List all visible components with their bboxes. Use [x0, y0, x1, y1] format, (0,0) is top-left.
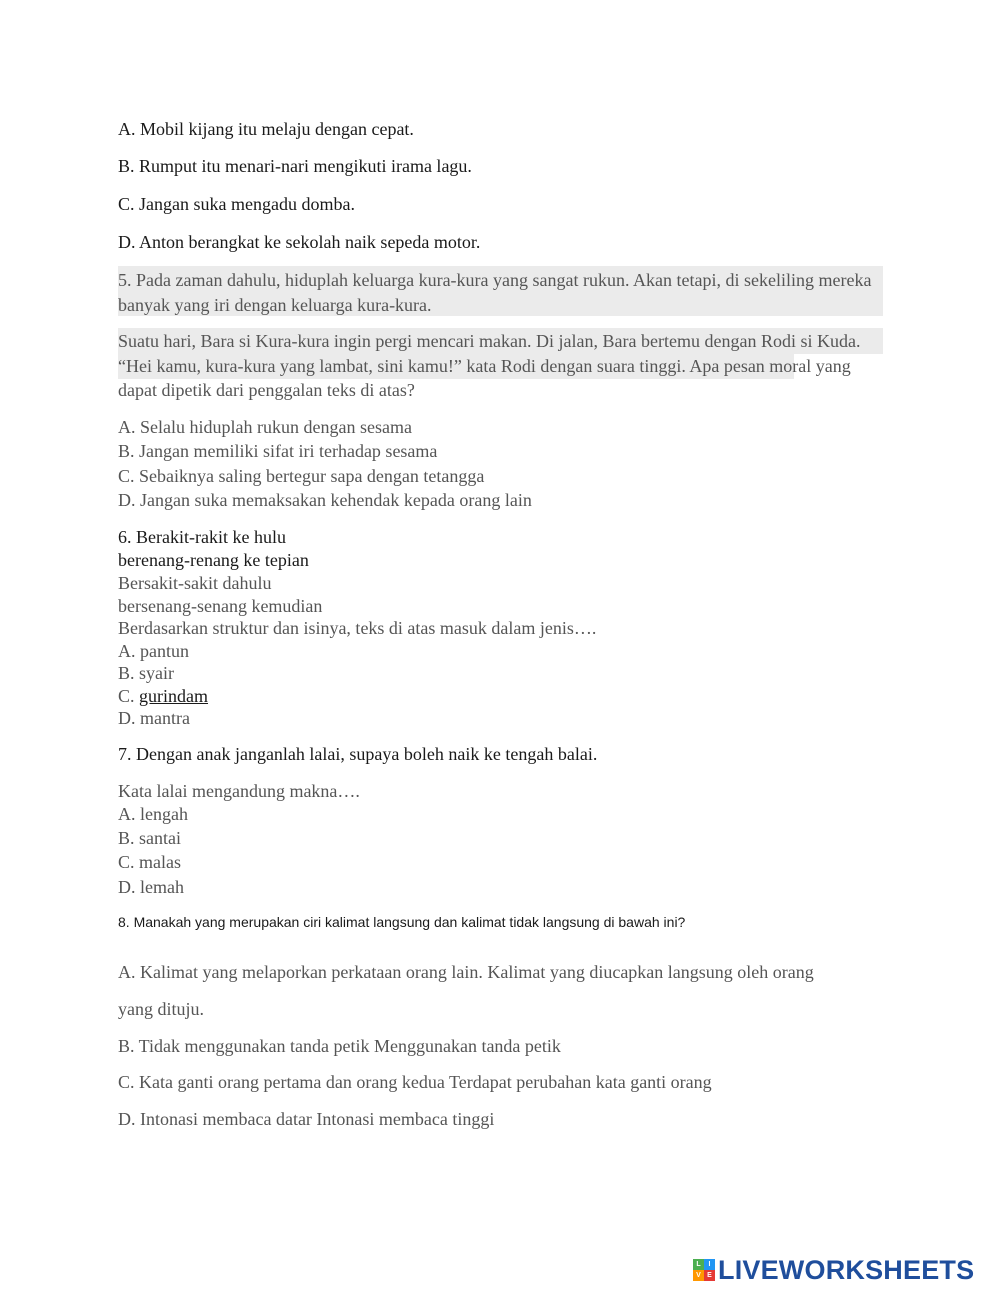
logo-icon-letter-e: E: [704, 1270, 715, 1281]
q6-option-b[interactable]: B. syair: [118, 663, 174, 683]
q4-option-b[interactable]: B. Rumput itu menari-nari mengikuti irama lagu.: [118, 156, 472, 176]
q5-option-c[interactable]: C. Sebaiknya saling bertegur sapa dengan tetangga: [118, 466, 485, 486]
q4-option-a[interactable]: A. Mobil kijang itu melaju dengan cepat.: [118, 119, 414, 139]
q6-option-c[interactable]: [118, 685, 208, 707]
q4-option-c[interactable]: C. Jangan suka mengadu domba.: [118, 194, 355, 214]
q6-poem-line-3: Bersakit-sakit dahulu: [118, 573, 272, 593]
q6-poem-line-1: [118, 526, 286, 548]
q5-option-d[interactable]: D. Jangan suka memaksakan kehendak kepada orang lain: [118, 490, 532, 510]
q7-option-c[interactable]: C. malas: [118, 852, 181, 872]
q8-question: 8. Manakah yang merupakan ciri kalimat langsung dan kalimat tidak langsung di bawah ini?: [118, 914, 686, 930]
liveworksheets-logo-text: LIVEWORKSHEETS: [718, 1255, 975, 1285]
q7-option-a[interactable]: A. lengah: [118, 804, 188, 824]
logo-icon-letter-v: V: [693, 1270, 704, 1281]
q5-option-a[interactable]: A. Selalu hiduplah rukun dengan sesama: [118, 417, 412, 437]
liveworksheets-logo: [693, 1256, 974, 1284]
q8-option-a-line-2[interactable]: yang dituju.: [118, 999, 204, 1019]
q6-option-c-prefix: C.: [118, 686, 140, 706]
q5-option-b[interactable]: B. Jangan memiliki sifat iri terhadap sesama: [118, 441, 438, 461]
q8-option-b[interactable]: B. Tidak menggunakan tanda petik Menggunakan tanda petik: [118, 1036, 561, 1056]
q5-paragraph-2-highlight: Suatu hari, Bara si Kura-kura ingin pergi mencari makan. Di jalan, Bara bertemu dengan Rodi si Kuda. “Hei kamu, kura-kura yang lambat, sini kamu!” kata Rodi dengan suara tinggi.: [118, 331, 861, 376]
q6-number: 6.: [118, 527, 132, 547]
logo-icon-letter-l: L: [693, 1259, 704, 1270]
q6-option-a[interactable]: A. pantun: [118, 641, 189, 661]
q8-option-d[interactable]: D. Intonasi membaca datar Intonasi membaca tinggi: [118, 1109, 495, 1129]
q5-question: Apa pesan moral yang dapat dipetik dari penggalan teks di atas?: [118, 355, 851, 400]
q5-paragraph-1: 5. Pada zaman dahulu, hiduplah keluarga kura-kura yang sangat rukun. Akan tetapi, di sekeliling mereka banyak yang iri dengan keluarga kura-kura.: [118, 270, 872, 315]
q7-sentence: 7. Dengan anak janganlah lalai, supaya boleh naik ke tengah balai.: [118, 744, 598, 764]
liveworksheets-logo-icon: [693, 1259, 715, 1281]
q6-poem-line-2: berenang-renang ke tepian: [118, 550, 309, 570]
q6-poem-line-1-text: Berakit-rakit ke hulu: [131, 527, 286, 547]
q7-question: Kata lalai mengandung makna….: [118, 781, 360, 801]
q7-option-d[interactable]: D. lemah: [118, 877, 184, 897]
q4-option-d[interactable]: D. Anton berangkat ke sekolah naik sepeda motor.: [118, 232, 481, 252]
logo-icon-letter-i: I: [704, 1259, 715, 1270]
q6-option-d[interactable]: D. mantra: [118, 708, 190, 728]
q6-question: Berdasarkan struktur dan isinya, teks di atas masuk dalam jenis….: [118, 618, 597, 638]
q6-poem-line-4: bersenang-senang kemudian: [118, 596, 323, 616]
q8-option-a-line-1[interactable]: A. Kalimat yang melaporkan perkataan orang lain. Kalimat yang diucapkan langsung oleh orang: [118, 962, 814, 982]
q5-paragraph-2: [118, 329, 884, 403]
q8-option-c[interactable]: C. Kata ganti orang pertama dan orang kedua Terdapat perubahan kata ganti orang: [118, 1072, 712, 1092]
q7-option-b[interactable]: B. santai: [118, 828, 181, 848]
q6-option-c-answer: gurindam: [139, 686, 209, 706]
